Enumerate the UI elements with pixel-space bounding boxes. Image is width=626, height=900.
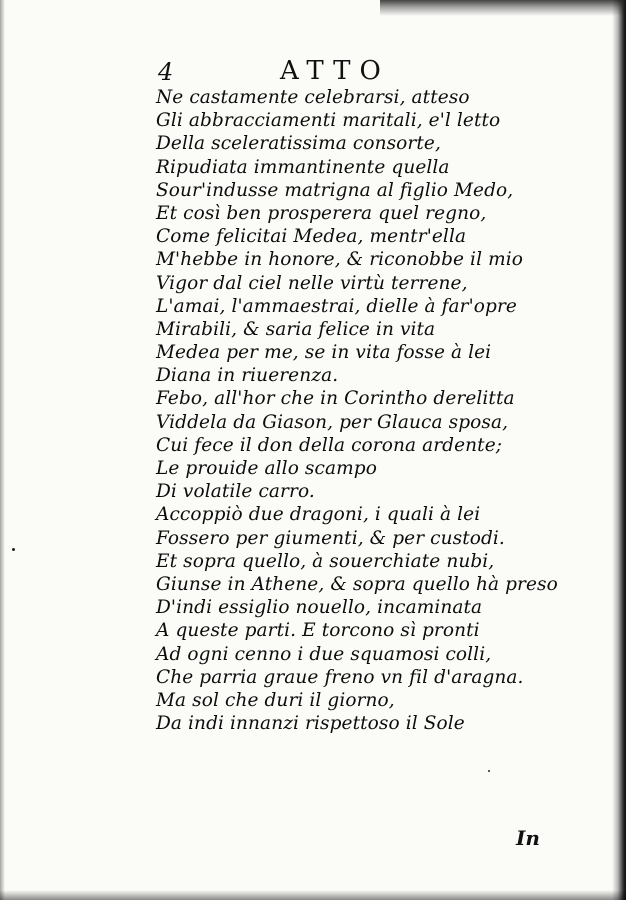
verse-line: Ad ogni cenno i due squamosi colli, [156, 643, 492, 665]
page-header [158, 56, 458, 90]
verse-line: Da indi innanzi rispettoso il Sole [156, 713, 465, 735]
running-head: ATTO [280, 56, 390, 86]
verse-line: Giunse in Athene, & sopra quello hà preso [156, 573, 558, 595]
verse-line: Diana in riuerenza. [156, 365, 339, 387]
verse-line: A queste parti. E torcono sì pronti [156, 620, 480, 642]
ink-speck [488, 770, 490, 772]
page-bottom-edge [0, 890, 626, 900]
verse-line: Ripudiata immantinente quella [156, 156, 450, 178]
verse-text [156, 86, 556, 735]
verse-line: M'hebbe in honore, & riconobbe il mio [156, 249, 523, 271]
verse-line: Cui fece il don della corona ardente; [156, 434, 503, 456]
page-right-edge [612, 0, 626, 900]
verse-line: Di volatile carro. [156, 481, 315, 503]
page-number: 4 [158, 58, 174, 86]
verse-line: Ma sol che duri il giorno, [156, 689, 395, 711]
verse-line: L'amai, l'ammaestrai, dielle à far'opre [156, 295, 517, 317]
verse-line: Sour'indusse matrigna al figlio Medo, [156, 179, 514, 201]
verse-line: Gli abbracciamenti maritali, e'l letto [156, 110, 501, 132]
verse-line: Et sopra quello, à souerchiate nubi, [156, 550, 495, 572]
verse-line: Et così ben prosperera quel regno, [156, 202, 487, 224]
verse-line: Medea per me, se in vita fosse à lei [156, 342, 492, 364]
verse-line: Della sceleratissima consorte, [156, 133, 441, 155]
verse-line: Ne castamente celebrarsi, atteso [156, 87, 470, 108]
verse-line: Che parria graue freno vn fil d'aragna. [156, 666, 524, 688]
verse-line: D'indi essiglio nouello, incaminata [156, 597, 483, 619]
verse-line: Mirabili, & saria felice in vita [156, 318, 436, 340]
catchword: In [516, 826, 540, 850]
verse-line: Febo, all'hor che in Corintho derelitta [156, 388, 515, 410]
verse-line: Accoppiò due dragoni, i quali à lei [156, 504, 481, 526]
verse-line: Come felicitai Medea, mentr'ella [156, 226, 467, 248]
verse-line: Viddela da Giason, per Glauca sposa, [156, 411, 509, 433]
verse-line: Vigor dal ciel nelle virtù terrene, [156, 272, 468, 294]
verse-line: Fossero per giumenti, & per custodi. [156, 527, 505, 549]
ink-speck [12, 548, 15, 551]
page-top-edge [380, 0, 626, 16]
page-left-edge [0, 0, 5, 900]
verse-line: Le prouide allo scampo [156, 458, 377, 479]
